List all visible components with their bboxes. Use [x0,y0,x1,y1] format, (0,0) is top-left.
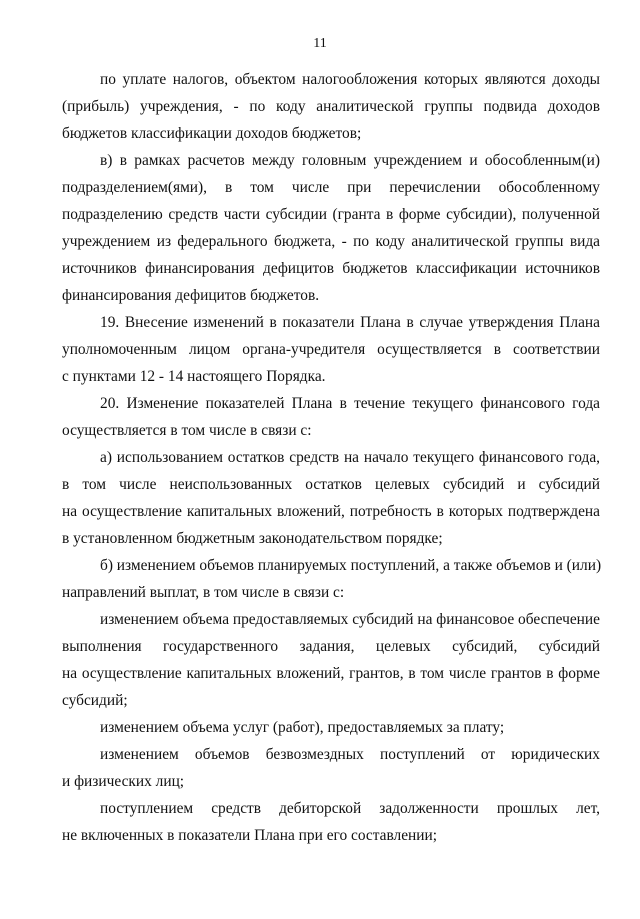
text-line: учреждением из федерального бюджета, - по коду аналитической группы вида [62,233,600,250]
text-line: субсидий; [62,692,128,709]
text-line: не включенных в показатели Плана при его составлении; [62,827,438,844]
text-line: на осуществление капитальных вложений, грантов, в том числе грантов в форме [62,665,600,682]
text-line: на осуществление капитальных вложений, потребность в которых подтверждена [62,503,600,520]
page-number: 11 [313,36,327,51]
text-line: изменением объема предоставляемых субсидий на финансовое обеспечение [100,611,600,628]
text-line: поступлением средств дебиторской задолженности прошлых лет, [100,800,600,817]
text-line: бюджетов классификации доходов бюджетов; [62,125,362,142]
text-line: в том числе неиспользованных остатков целевых субсидий и субсидий [62,476,600,493]
text-line: подразделением(ями), в том числе при перечислении обособленному [62,179,600,196]
text-line: изменением объема услуг (работ), предоставляемых за плату; [100,719,505,736]
text-line: финансирования дефицитов бюджетов. [62,287,320,304]
text-line: б) изменением объемов планируемых поступлений, а также объемов и (или) [100,557,602,574]
text-line: 20. Изменение показателей Плана в течение текущего финансового года [100,395,600,412]
text-line: выполнения государственного задания, целевых субсидий, субсидий [62,638,600,655]
text-line: а) использованием остатков средств на начало текущего финансового года, [100,449,600,466]
text-line: с пунктами 12 - 14 настоящего Порядка. [62,368,326,385]
text-line: изменением объемов безвозмездных поступлений от юридических [100,746,600,763]
text-line: (прибыль) учреждения, - по коду аналитической группы подвида доходов [62,98,600,115]
text-line: и физических лиц; [62,773,185,790]
text-line: в) в рамках расчетов между головным учреждением и обособленным(и) [100,152,600,169]
text-line: источников финансирования дефицитов бюджетов классификации источников [62,260,600,277]
text-line: уполномоченным лицом органа-учредителя осуществляется в соответствии [62,341,600,358]
text-line: осуществляется в том числе в связи с: [62,422,312,439]
text-line: по уплате налогов, объектом налогообложения которых являются доходы [100,71,600,88]
text-line: в установленном бюджетным законодательством порядке; [62,530,443,547]
text-line: 19. Внесение изменений в показатели Плана в случае утверждения Плана [100,314,600,331]
text-line: направлений выплат, в том числе в связи с: [62,584,345,601]
text-line: подразделению средств части субсидии (гранта в форме субсидии), полученной [62,206,600,223]
body-text [62,66,600,849]
